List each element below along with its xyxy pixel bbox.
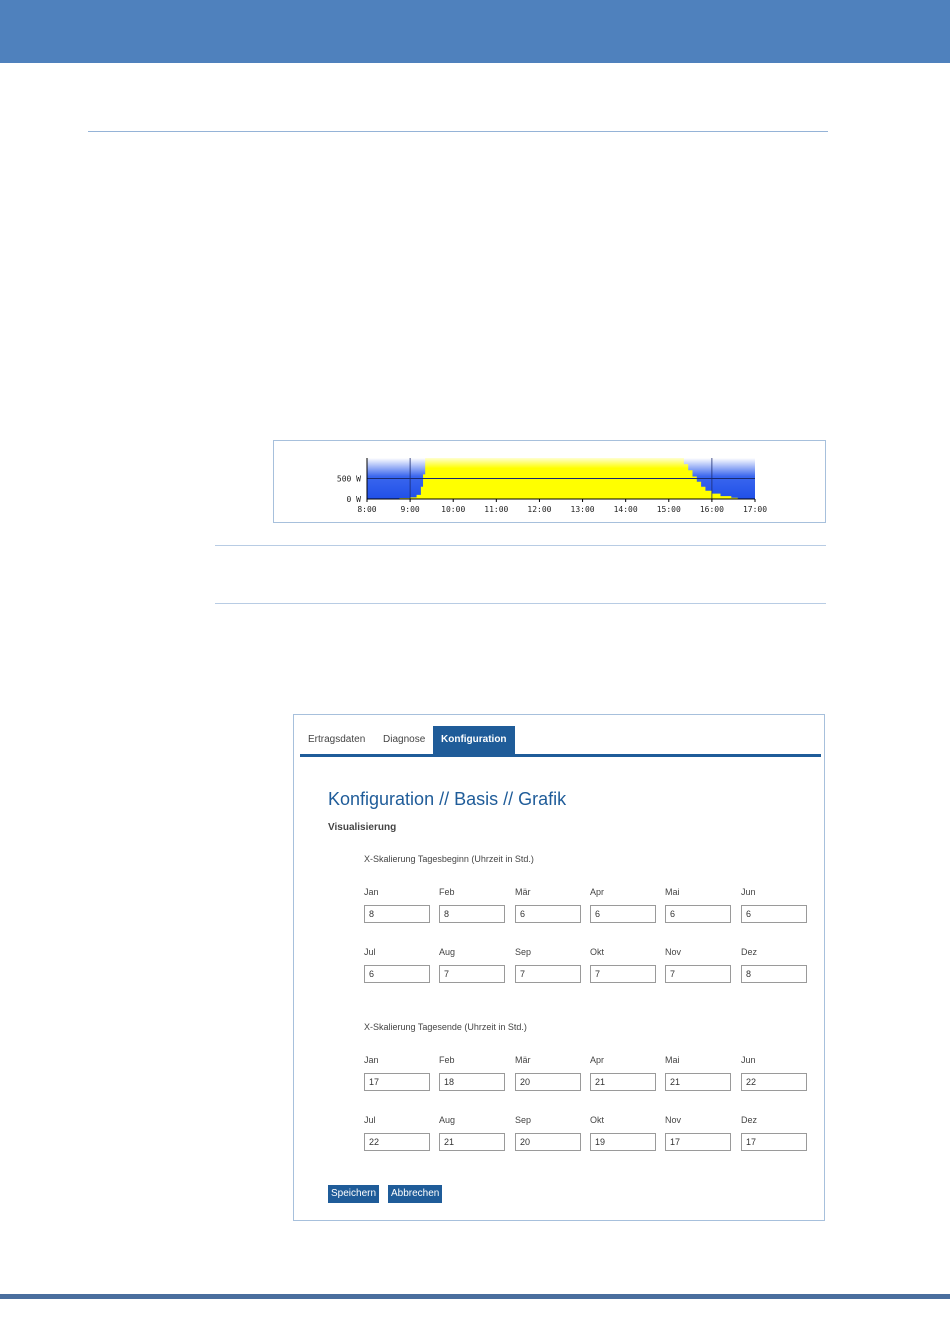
month-label-apr: Apr	[590, 1055, 605, 1065]
end-hour-input-apr[interactable]: 21	[590, 1073, 656, 1091]
end-hour-input-aug[interactable]: 21	[439, 1133, 505, 1151]
start-hour-input-feb[interactable]: 8	[439, 905, 505, 923]
month-label-okt: Okt	[590, 1115, 605, 1125]
footer-bar	[0, 1294, 950, 1299]
header-banner	[0, 0, 950, 63]
x-tick-label: 15:00	[656, 505, 681, 514]
x-tick-label: 16:00	[699, 505, 724, 514]
x-tick-label: 8:00	[357, 505, 377, 514]
cancel-button[interactable]: Abbrechen	[388, 1185, 442, 1203]
start-hour-input-mai[interactable]: 6	[665, 905, 731, 923]
end-hour-input-okt[interactable]: 19	[590, 1133, 656, 1151]
group-title-tagesbeginn: X-Skalierung Tagesbeginn (Uhrzeit in Std.)	[364, 854, 534, 864]
start-hour-input-nov[interactable]: 7	[665, 965, 731, 983]
month-label-feb: Feb	[439, 1055, 455, 1065]
end-hour-input-sep[interactable]: 20	[515, 1133, 581, 1151]
page-title: Konfiguration // Basis // Grafik	[328, 789, 567, 809]
x-tick-label: 13:00	[570, 505, 595, 514]
divider-mid-2	[215, 603, 826, 604]
tab-bar	[300, 726, 821, 757]
end-hour-input-mai[interactable]: 21	[665, 1073, 731, 1091]
month-label-mär: Mär	[515, 1055, 531, 1065]
tab-ertragsdaten[interactable]: Ertragsdaten	[308, 734, 366, 745]
start-hour-input-jun[interactable]: 6	[741, 905, 807, 923]
start-hour-input-dez[interactable]: 8	[741, 965, 807, 983]
start-hour-input-jan[interactable]: 8	[364, 905, 430, 923]
month-label-nov: Nov	[665, 1115, 682, 1125]
start-hour-input-okt[interactable]: 7	[590, 965, 656, 983]
divider-top	[88, 131, 828, 132]
divider-mid-1	[215, 545, 826, 546]
month-label-apr: Apr	[590, 887, 605, 897]
power-chart-svg	[274, 441, 825, 522]
end-hour-input-jul[interactable]: 22	[364, 1133, 430, 1151]
month-label-jan: Jan	[364, 1055, 379, 1065]
month-label-okt: Okt	[590, 947, 605, 957]
x-tick-label: 17:00	[742, 505, 768, 514]
power-chart	[273, 440, 826, 523]
x-tick-label: 12:00	[527, 505, 552, 514]
config-panel	[293, 714, 825, 1221]
tab-konfiguration[interactable]: Konfiguration	[433, 726, 515, 754]
month-label-aug: Aug	[439, 947, 456, 957]
start-hour-input-sep[interactable]: 7	[515, 965, 581, 983]
y-tick-label: 500 W	[336, 474, 361, 484]
month-label-nov: Nov	[665, 947, 682, 957]
start-hour-input-apr[interactable]: 6	[590, 905, 656, 923]
y-tick-label: 0 W	[346, 495, 361, 504]
month-label-dez: Dez	[741, 947, 758, 957]
end-hour-input-nov[interactable]: 17	[665, 1133, 731, 1151]
end-hour-input-dez[interactable]: 17	[741, 1133, 807, 1151]
month-label-mai: Mai	[665, 887, 680, 897]
month-label-dez: Dez	[741, 1115, 758, 1125]
month-label-jul: Jul	[364, 947, 376, 957]
month-label-jun: Jun	[741, 1055, 756, 1065]
end-hour-input-jun[interactable]: 22	[741, 1073, 807, 1091]
save-button[interactable]: Speichern	[328, 1185, 379, 1203]
end-hour-input-mär[interactable]: 20	[515, 1073, 581, 1091]
end-hour-input-jan[interactable]: 17	[364, 1073, 430, 1091]
tab-diagnose[interactable]: Diagnose	[383, 734, 426, 745]
month-label-aug: Aug	[439, 1115, 456, 1125]
month-label-mär: Mär	[515, 887, 531, 897]
start-hour-input-aug[interactable]: 7	[439, 965, 505, 983]
month-label-sep: Sep	[515, 1115, 532, 1125]
month-label-jun: Jun	[741, 887, 756, 897]
section-title: Visualisierung	[328, 822, 397, 833]
x-tick-label: 9:00	[400, 505, 420, 514]
month-label-jan: Jan	[364, 887, 379, 897]
month-label-jul: Jul	[364, 1115, 376, 1125]
start-hour-input-mär[interactable]: 6	[515, 905, 581, 923]
group-title-tagesende: X-Skalierung Tagesende (Uhrzeit in Std.)	[364, 1022, 527, 1032]
x-tick-label: 10:00	[441, 505, 466, 514]
month-label-sep: Sep	[515, 947, 532, 957]
month-label-feb: Feb	[439, 887, 455, 897]
end-hour-input-feb[interactable]: 18	[439, 1073, 505, 1091]
x-tick-label: 11:00	[484, 505, 509, 514]
x-tick-label: 14:00	[613, 505, 638, 514]
start-hour-input-jul[interactable]: 6	[364, 965, 430, 983]
month-label-mai: Mai	[665, 1055, 680, 1065]
